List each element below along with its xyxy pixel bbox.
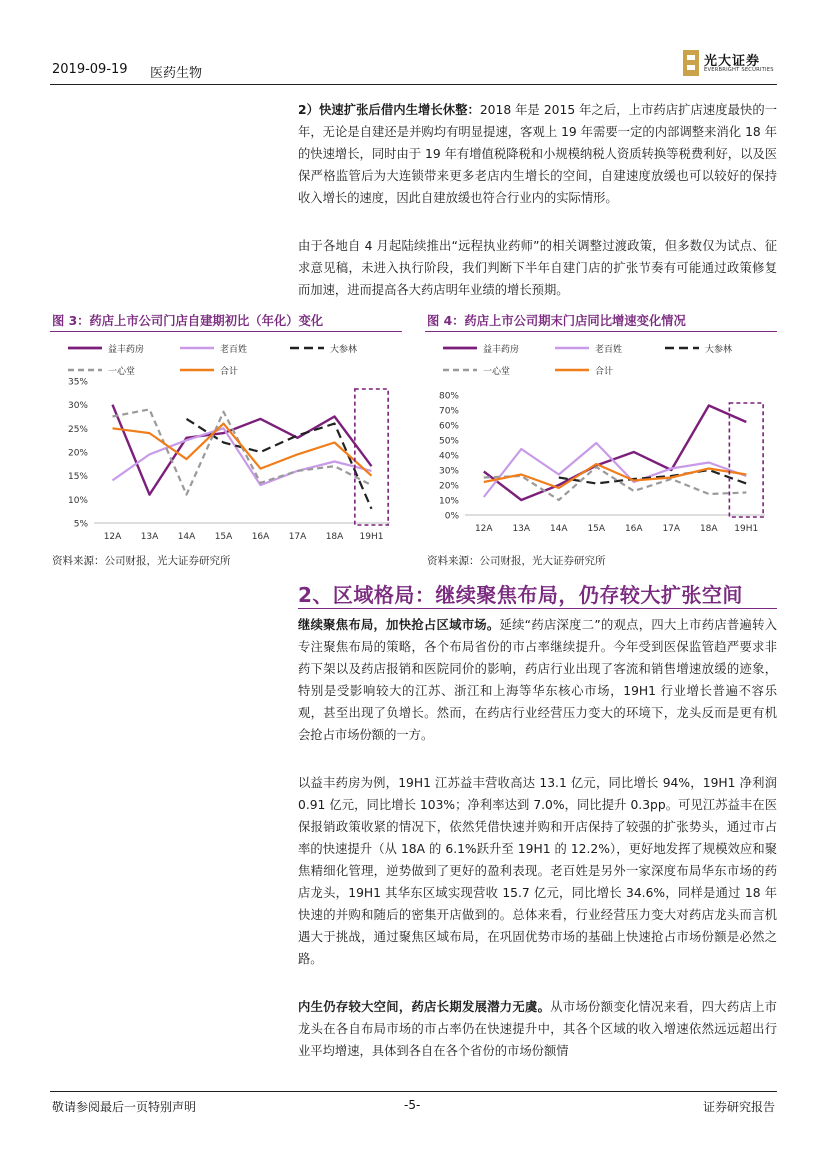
figure4-xtick-label: 18A (699, 524, 718, 534)
figure4-xtick-label: 14A (549, 524, 568, 534)
figure3-legend-label-yifeng: 益丰药房 (108, 345, 145, 355)
figure4-legend-label-laobaixing: 老百姓 (595, 345, 623, 355)
figure4-legend-label-total: 合计 (595, 367, 614, 377)
figure4-source: 资料来源：公司财报，光大证券研究所 (427, 555, 606, 567)
figure4-xtick-label: 19H1 (734, 524, 759, 534)
figure4-legend-label-yixintang: 一心堂 (483, 367, 511, 377)
figure4-xtick-label: 12A (474, 524, 493, 534)
header-divider (50, 84, 777, 85)
figure3-xtick-label: 13A (140, 532, 159, 542)
figure3-xtick-label: 19H1 (359, 532, 384, 542)
figure4-ytick-label: 80% (438, 391, 459, 402)
figure4-series-line-total (484, 464, 747, 488)
figure4-series-line-dacanlin (559, 470, 747, 484)
figure4-ytick-label: 30% (438, 466, 459, 477)
figure3-chart (50, 334, 402, 548)
paragraph-lead: 内生仍存较大空间，药店长期发展潜力无虞。 (298, 1000, 551, 1014)
figure4-xtick-label: 17A (662, 524, 681, 534)
paragraph-policy: 由于各地自 4 月起陆续推出“远程执业药师”的相关调整过渡政策，但多数仅为试点、征求意见稿，未进入执行阶段，我们判断下半年自建门店的扩张节奏有可能通过政策修复而加速，进而提高各大药店明年业绩的增长预期。 (298, 239, 777, 297)
figure3-rule (50, 331, 402, 332)
figure4-title: 图 4：药店上市公司期末门店同比增速变化情况 (427, 314, 686, 328)
figure3-legend-label-total: 合计 (220, 367, 239, 377)
paragraph-lead: 2）快速扩张后借内生增长休整： (298, 103, 480, 117)
page-number: -5- (404, 1098, 421, 1112)
logo-name-en: EVERBRIGHT SECURITIES (704, 67, 774, 73)
figure4-highlight-box (729, 403, 763, 517)
figure4-xtick-label: 13A (512, 524, 531, 534)
figure3-source: 资料来源：公司财报，光大证券研究所 (52, 555, 231, 567)
figure3-ytick-label: 30% (67, 401, 88, 412)
figure3-ytick-label: 20% (67, 448, 88, 459)
paragraph-expansion (298, 99, 777, 209)
figure4-ytick-label: 0% (444, 511, 459, 522)
logo-mark-icon (683, 50, 699, 76)
figure3-legend-label-yixintang: 一心堂 (108, 367, 136, 377)
section-title: 2、区域格局：继续聚焦布局，仍存较大扩张空间 (298, 583, 743, 607)
figure4-chart (425, 334, 777, 548)
paragraph-lead: 继续聚焦布局，加快抢占区域市场。 (298, 618, 500, 632)
figure4-legend-label-yifeng: 益丰药房 (483, 345, 520, 355)
brand-logo (683, 50, 778, 80)
figure3-xtick-label: 15A (214, 532, 233, 542)
figure3-title: 图 3：药店上市公司门店自建期初比（年化）变化 (52, 314, 324, 328)
figure3-legend-label-laobaixing: 老百姓 (220, 345, 248, 355)
footer-disclaimer: 敬请参阅最后一页特别声明 (52, 1100, 197, 1114)
figure3-ytick-label: 35% (67, 377, 88, 388)
figure3-ytick-label: 5% (73, 519, 88, 530)
figure4-legend-label-dacanlin: 大参林 (705, 345, 733, 355)
figure4-xtick-label: 16A (624, 524, 643, 534)
figure4-ytick-label: 70% (438, 406, 459, 417)
section-divider (298, 608, 777, 609)
figure4-series-line-yifeng (484, 406, 747, 501)
figure4-ytick-label: 50% (438, 436, 459, 447)
footer-report-type: 证券研究报告 (703, 1100, 776, 1114)
paragraph-body: 延续“药店深度二”的观点，四大上市药店普遍转入专注聚焦布局的策略，各个布局省份的市占率继续提升。今年受到医保监管趋严要求非药下架以及药店报销和医院同价的影响，药店行业出现了客流和销售增速放缓的迹象，特别是受影响较大的江苏、浙江和上海等华东核心市场，19H1 行业增长普遍不容乐观，甚至出现了负增长。然而，在药店行业经营压力变大的环境下，龙头反而是更有机会抢占市场份额的一方。 (298, 618, 777, 742)
figure3-ytick-label: 10% (67, 495, 88, 506)
figure3-xtick-label: 14A (177, 532, 196, 542)
report-sector: 医药生物 (150, 66, 203, 81)
figure4-rule (425, 331, 777, 332)
figure4-xtick-label: 15A (587, 524, 606, 534)
figure3-ytick-label: 15% (67, 472, 88, 483)
figure3-xtick-label: 18A (325, 532, 344, 542)
paragraph-body: 从市场份额变化情况来看，四大药店上市龙头在各自布局市场的市占率仍在快速提升中，其各个区域的收入增速依然远远超出行业平均增速，具体到各自在各个省份的市场份额情 (298, 1000, 777, 1058)
figure4-ytick-label: 60% (438, 421, 459, 432)
figure3-ytick-label: 25% (67, 424, 88, 435)
paragraph-yifeng-example: 以益丰药房为例，19H1 江苏益丰营收高达 13.1 亿元，同比增长 94%，19H1 净利润 0.91 亿元，同比增长 103%；净利率达到 7.0%，同比提升 0.3pp。可见江苏益丰在医保报销政策收紧的情况下，依然凭借快速并购和开店保持了较强的扩张势头，通过市占率的快速提升（从 18A 的 6.1%跃升至 19H1 的 12.2%），更好地发挥了规模效应和聚焦精细化管理，逆势做到了更好的盈利表现。老百姓是另外一家深度布局华东市场的药店龙头，19H1 其华东区域实现营收 15.7 亿元，同比增长 34.6%，同样是通过 18 年快速的并购和随后的密集开店做到的。总体来看，行业经营压力变大对药店龙头而言机遇大于挑战，通过聚焦区域布局，在巩固优势市场的基础上快速抢占市场份额是必然之路。 (298, 776, 777, 966)
figure3-series-line-laobaixing (113, 428, 372, 485)
paragraph-body: 2018 年是 2015 年之后，上市药店扩店速度最快的一年，无论是自建还是并购均有明显提速，客观上 19 年需要一定的内部调整来消化 18 年的快速增长，同时由于 19 年有增值税降税和小规模纳税人资质转换等税费利好，以及医保严格监管后为大连锁带来更多老店内生增长的空间，自建速度放缓也可以较好的保持收入增长的速度，因此自建放缓也符合行业内的实际情形。 (298, 103, 777, 205)
figure4-ytick-label: 20% (438, 481, 459, 492)
footer-divider (50, 1091, 777, 1092)
figure4-ytick-label: 40% (438, 451, 459, 462)
figure3-xtick-label: 12A (103, 532, 122, 542)
figure3-legend-label-dacanlin: 大参林 (330, 345, 358, 355)
figure3-highlight-box (355, 389, 388, 525)
paragraph-organic-growth (298, 996, 777, 1062)
figure3-xtick-label: 16A (251, 532, 270, 542)
figure3-xtick-label: 17A (288, 532, 307, 542)
report-date: 2019-09-19 (52, 62, 128, 77)
figure3-series-line-yixintang (113, 409, 372, 494)
logo-name-cn: 光大证券 (704, 54, 761, 69)
figure4-ytick-label: 10% (438, 496, 459, 507)
paragraph-regional (298, 614, 777, 746)
